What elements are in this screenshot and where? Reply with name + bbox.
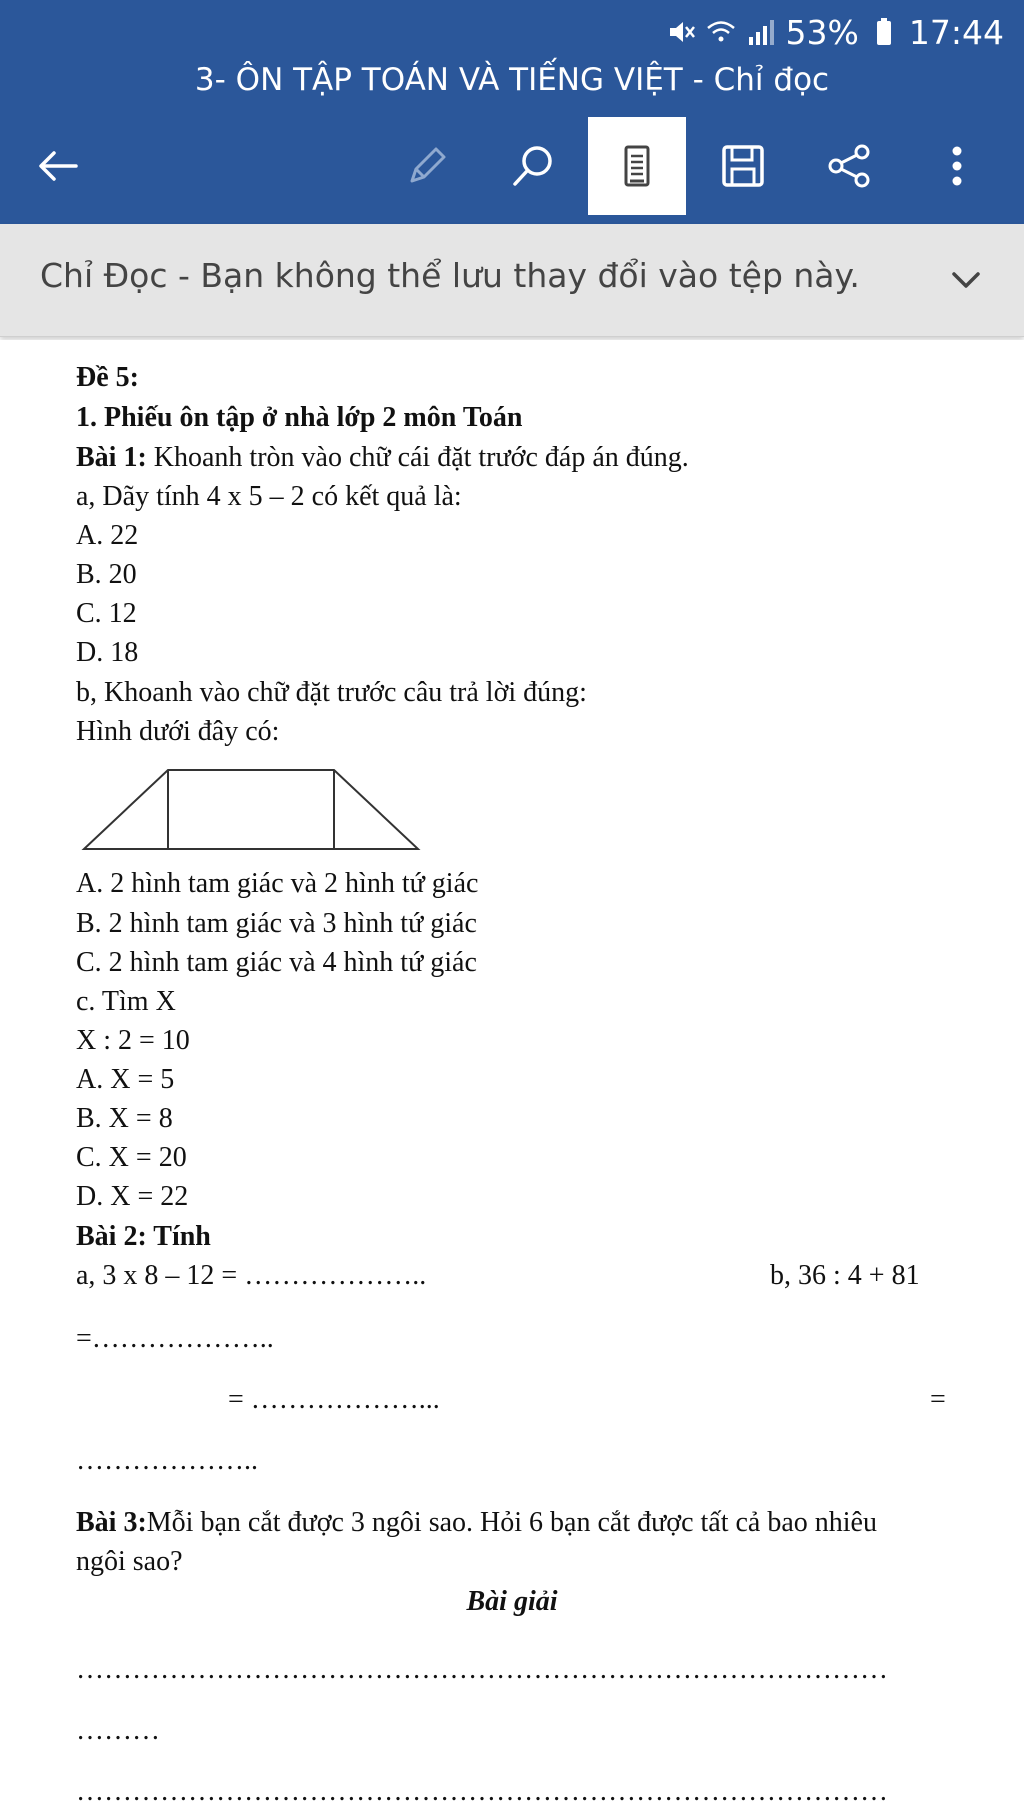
reading-view-button[interactable]: [588, 117, 686, 215]
readonly-banner[interactable]: [0, 224, 1024, 337]
bai2-equals: =: [930, 1384, 946, 1415]
question-b: b, Khoanh vào chữ đặt trước câu trả lời đúng:: [76, 677, 587, 708]
bai3-question-cont: ngôi sao?: [76, 1546, 183, 1577]
back-arrow-icon: [32, 139, 86, 193]
bai2-answer-line: ………………..: [76, 1445, 258, 1476]
bai1-instruction: [76, 442, 689, 474]
question-b-option: A. 2 hình tam giác và 2 hình tứ giác: [76, 868, 479, 899]
question-b-option: C. 2 hình tam giác và 4 hình tứ giác: [76, 947, 477, 978]
reading-view-icon: [610, 139, 664, 193]
edit-button[interactable]: [378, 117, 476, 215]
bai1-label: Bài 1:: [76, 442, 147, 473]
worksheet-heading: 1. Phiếu ôn tập ở nhà lớp 2 môn Toán: [76, 402, 523, 433]
battery-icon: [869, 17, 899, 47]
bai2-heading: Bài 2: Tính: [76, 1221, 211, 1252]
back-button[interactable]: [10, 117, 108, 215]
question-a-option: D. 18: [76, 637, 139, 668]
readonly-message: Chỉ Đọc - Bạn không thể lưu thay đổi vào tệp này.: [40, 256, 860, 295]
answer-dots: ………: [76, 1715, 160, 1746]
more-options-button[interactable]: [908, 117, 1006, 215]
question-a-option: B. 20: [76, 559, 137, 590]
trapezoid-figure: [80, 760, 430, 860]
question-c-equation: X : 2 = 10: [76, 1025, 190, 1056]
question-b-option: B. 2 hình tam giác và 3 hình tứ giác: [76, 908, 477, 939]
clock: 17:44: [908, 12, 1004, 52]
bai3-label: Bài 3:: [76, 1507, 147, 1538]
bai1-text: Khoanh tròn vào chữ cái đặt trước đáp án đúng.: [146, 442, 689, 473]
battery-percent: 53%: [785, 12, 859, 52]
wifi-icon: [706, 17, 736, 47]
question-c: c. Tìm X: [76, 986, 176, 1017]
question-a-option: C. 12: [76, 598, 137, 629]
question-c-option: C. X = 20: [76, 1142, 187, 1173]
chevron-down-icon[interactable]: [946, 260, 986, 300]
bai2-answer-line: =………………..: [76, 1323, 274, 1354]
save-icon: [716, 139, 770, 193]
bai2-part-a: a, 3 x 8 – 12 = ………………..: [76, 1260, 427, 1291]
document-title: 3- ÔN TẬP TOÁN VÀ TIẾNG VIỆT - Chỉ đọc: [194, 62, 830, 98]
signal-icon: [746, 17, 776, 47]
question-c-option: A. X = 5: [76, 1064, 175, 1095]
document-page[interactable]: [0, 340, 1024, 1820]
exam-number: Đề 5:: [76, 362, 139, 393]
share-icon: [822, 139, 876, 193]
bai3-text: Mỗi bạn cắt được 3 ngôi sao. Hỏi 6 bạn cắt được tất cả bao nhiêu: [146, 1507, 877, 1538]
bai2-part-b: b, 36 : 4 + 81: [770, 1260, 920, 1291]
pencil-icon: [400, 139, 454, 193]
app-header: [0, 0, 1024, 224]
search-icon: [506, 139, 560, 193]
status-bar: [666, 10, 1004, 54]
question-a-option: A. 22: [76, 520, 139, 551]
more-vertical-icon: [930, 139, 984, 193]
question-b-subtext: Hình dưới đây có:: [76, 716, 280, 747]
answer-dots: ……………………………………………………………………………: [76, 1654, 888, 1685]
share-button[interactable]: [800, 117, 898, 215]
search-button[interactable]: [484, 117, 582, 215]
bai2-answer-line: = ………………...: [228, 1384, 440, 1415]
mute-icon: [666, 17, 696, 47]
answer-dots: ……………………………………………………………………………: [76, 1776, 888, 1807]
question-a: a, Dãy tính 4 x 5 – 2 có kết quả là:: [76, 481, 462, 512]
save-button[interactable]: [694, 117, 792, 215]
solution-heading: Bài giải: [466, 1586, 558, 1617]
bai3-question: [76, 1507, 877, 1539]
question-c-option: B. X = 8: [76, 1103, 173, 1134]
question-c-option: D. X = 22: [76, 1181, 189, 1212]
